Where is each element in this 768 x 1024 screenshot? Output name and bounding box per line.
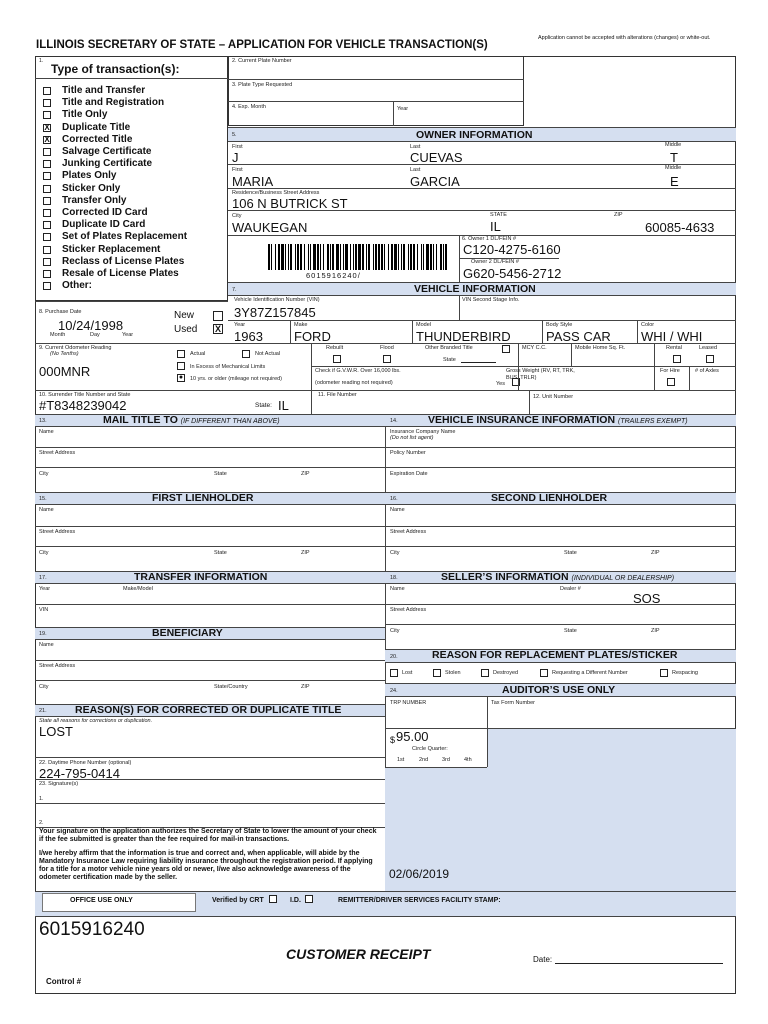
destroyed-checkbox[interactable] bbox=[481, 669, 489, 677]
plate-type-label: 3. Plate Type Requested bbox=[232, 82, 293, 88]
barcode-bar bbox=[413, 244, 415, 270]
state-label: State bbox=[564, 628, 577, 634]
quarter-4[interactable]: 4th bbox=[464, 757, 472, 763]
mail-heading: MAIL TITLE TO (IF DIFFERENT THAN ABOVE) bbox=[103, 414, 280, 426]
transaction-item-label: Plates Only bbox=[62, 170, 117, 182]
barcode-bar bbox=[391, 244, 393, 270]
color-label: Color bbox=[641, 322, 655, 328]
transfer-make-label: Make/Model bbox=[123, 586, 153, 592]
barcode-bar bbox=[350, 244, 351, 270]
barcode-bar bbox=[323, 244, 324, 270]
barcode-bar bbox=[426, 244, 429, 270]
street-label: Street Address bbox=[390, 529, 427, 535]
transaction-checkbox[interactable] bbox=[43, 111, 51, 119]
owner2-last[interactable]: GARCIA bbox=[410, 174, 460, 189]
respacing-label: Respacing bbox=[672, 670, 698, 676]
rental-checkbox[interactable] bbox=[673, 355, 681, 363]
barcode-bar bbox=[290, 244, 292, 270]
id-label: I.D. bbox=[290, 897, 301, 904]
year-label: Year bbox=[122, 332, 134, 338]
stolen-label: Stolen bbox=[445, 670, 461, 676]
barcode-bar bbox=[317, 244, 319, 270]
transaction-checkbox[interactable]: X bbox=[44, 134, 50, 144]
name-label: Name bbox=[390, 507, 405, 513]
transaction-checkbox[interactable] bbox=[43, 99, 51, 107]
day-label: Day bbox=[90, 332, 100, 338]
receipt-date-line[interactable] bbox=[555, 963, 723, 964]
transaction-checkbox[interactable] bbox=[43, 197, 51, 205]
year-label: Year bbox=[234, 322, 246, 328]
owner-dl2[interactable]: G620-5456-2712 bbox=[463, 266, 562, 281]
transaction-checkbox[interactable] bbox=[43, 160, 51, 168]
barcode-bar bbox=[417, 244, 418, 270]
section-number: 7. bbox=[232, 287, 237, 293]
last-label: Last bbox=[410, 167, 421, 173]
transaction-item-label: Set of Plates Replacement bbox=[62, 231, 188, 243]
unit-label: 12. Unit Number bbox=[533, 394, 574, 400]
lost-label: Lost bbox=[402, 670, 413, 676]
current-plate-label: 2. Current Plate Number bbox=[232, 58, 292, 64]
middle-label: Middle bbox=[665, 165, 682, 171]
transaction-checkbox[interactable] bbox=[43, 172, 51, 180]
vehicle-color[interactable]: WHI / WHI bbox=[641, 329, 703, 344]
zip-label: ZIP bbox=[651, 628, 660, 634]
hire-label: For Hire bbox=[660, 368, 680, 374]
not-actual-label: Not Actual bbox=[255, 351, 281, 357]
barcode-bar bbox=[330, 244, 331, 270]
actual-label: Actual bbox=[190, 351, 206, 357]
respacing-checkbox[interactable] bbox=[660, 669, 668, 677]
transaction-item-label: Junking Certificate bbox=[62, 158, 153, 170]
barcode-bar bbox=[271, 244, 272, 270]
city-label: City bbox=[39, 550, 49, 556]
section-number: 15. bbox=[39, 496, 47, 502]
zip-label: ZIP bbox=[301, 550, 310, 556]
section-number: 19. bbox=[39, 631, 47, 637]
transaction-checkbox[interactable] bbox=[43, 185, 51, 193]
alteration-note: Application cannot be accepted with alterations (changes) or white-out. bbox=[538, 35, 711, 41]
vehicle-year[interactable]: 1963 bbox=[234, 329, 263, 344]
receipt-title: CUSTOMER RECEIPT bbox=[286, 946, 431, 962]
section-number: 17. bbox=[39, 575, 47, 581]
odometer-label: 9. Current Odometer Reading bbox=[39, 345, 112, 351]
yes-label: Yes bbox=[496, 381, 505, 387]
transaction-checkbox[interactable] bbox=[43, 258, 51, 266]
barcode-image bbox=[268, 244, 450, 272]
section-number: 16. bbox=[390, 496, 398, 502]
verified-checkbox[interactable] bbox=[269, 895, 277, 903]
barcode-bar bbox=[353, 244, 354, 270]
reasons-value[interactable]: LOST bbox=[39, 724, 73, 739]
transaction-item-label: Duplicate ID Card bbox=[62, 219, 146, 231]
barcode-bar bbox=[381, 244, 383, 270]
barcode-bar bbox=[355, 244, 357, 270]
section-number: 24. bbox=[390, 688, 398, 694]
barcode-bar bbox=[410, 244, 412, 270]
new-label: New bbox=[174, 310, 195, 321]
barcode-text: 6015916240/ bbox=[306, 271, 361, 280]
barcode-bar bbox=[445, 244, 447, 270]
transaction-item-label: Duplicate Title bbox=[62, 121, 131, 133]
gross-label: Gross Weight (RV, RT, TRK, bbox=[506, 368, 575, 374]
barcode-bar bbox=[375, 244, 377, 270]
vehicle-model[interactable]: THUNDERBIRD bbox=[416, 329, 511, 344]
owner-city[interactable]: WAUKEGAN bbox=[232, 220, 308, 235]
signature-label: 23. Signature(s) bbox=[39, 781, 79, 787]
purchase-label: 8. Purchase Date bbox=[39, 309, 82, 315]
section-number: 13. bbox=[39, 418, 47, 424]
signature-authorization-text: Your signature on the application authorizes the Secretary of State to lower the amount of your check if the fee submitted is greater than the fee required for mail-in transactions. bbox=[39, 828, 377, 843]
barcode-bar bbox=[436, 244, 437, 270]
middle-label: Middle bbox=[665, 142, 682, 148]
barcode-bar bbox=[320, 244, 321, 270]
transaction-item-label: Corrected Title bbox=[62, 133, 133, 145]
transfer-heading: TRANSFER INFORMATION bbox=[134, 571, 268, 583]
owner-heading: OWNER INFORMATION bbox=[416, 129, 533, 141]
office-use-label: OFFICE USE ONLY bbox=[70, 897, 133, 904]
taxform-label: Tax Form Number bbox=[491, 700, 536, 706]
state-label: State bbox=[564, 550, 577, 556]
form-title: ILLINOIS SECRETARY OF STATE – APPLICATION FOR VEHICLE TRANSACTION(S) bbox=[36, 39, 488, 51]
transaction-item-label: Other: bbox=[62, 280, 92, 292]
first-label: First bbox=[232, 167, 243, 173]
rental-label: Rental bbox=[666, 345, 682, 351]
flood-label: Flood bbox=[380, 345, 394, 351]
reasons-heading: REASON(S) FOR CORRECTED OR DUPLICATE TITLE bbox=[75, 704, 342, 716]
barcode-bar bbox=[288, 244, 289, 270]
gvwr-label: Check if G.V.W.R. Over 16,000 lbs. bbox=[315, 368, 401, 374]
first-label: First bbox=[232, 144, 243, 150]
control-label: Control # bbox=[46, 977, 82, 986]
transaction-item-label: Salvage Certificate bbox=[62, 146, 152, 157]
city-label: City bbox=[390, 628, 400, 634]
file-label: 11. File Number bbox=[318, 392, 357, 398]
transaction-checkbox[interactable] bbox=[43, 209, 51, 217]
gvwr-sub: (odometer reading not required) bbox=[315, 380, 393, 386]
dealer-label: Dealer # bbox=[560, 586, 581, 592]
barcode-bar bbox=[285, 244, 286, 270]
owner2-middle[interactable]: E bbox=[670, 174, 679, 189]
rebuilt-label: Rebuilt bbox=[326, 345, 344, 351]
barcode-bar bbox=[300, 244, 302, 270]
id-checkbox[interactable] bbox=[305, 895, 313, 903]
barcode-bar bbox=[408, 244, 409, 270]
leased-checkbox[interactable] bbox=[706, 355, 714, 363]
transaction-checkbox[interactable] bbox=[43, 246, 51, 254]
section-number: 1. bbox=[39, 58, 44, 64]
lien1-heading: FIRST LIENHOLDER bbox=[152, 492, 254, 504]
trp-label: TRP NUMBER bbox=[390, 700, 427, 706]
flood-checkbox[interactable] bbox=[383, 355, 391, 363]
transaction-heading: Type of transaction(s): bbox=[51, 62, 180, 76]
barcode-bar bbox=[403, 244, 405, 270]
section-number: 21. bbox=[39, 708, 47, 714]
zip-label: ZIP bbox=[301, 471, 310, 477]
street-label: Street Address bbox=[39, 450, 76, 456]
dl2-label: Owner 2 DL/FEIN # bbox=[471, 259, 519, 265]
signature-1-label: 1. bbox=[39, 796, 44, 802]
mcy-label: MCY C.C. bbox=[522, 345, 547, 351]
barcode-bar bbox=[275, 244, 276, 270]
signature-affirmation-text: I/we hereby affirm that the information is true and correct and, when applicable, will abide by the Mandatory Insurance Law requiring liability insurance throughout the registration period. If applying for a title for a motor vehicle nine years old or newer, I/we also acknowledge awareness of the odometer certification made by the seller. bbox=[39, 850, 373, 881]
odometer-sub: (No Tenths) bbox=[50, 351, 79, 357]
insurance-company-sub: (Do not list agent) bbox=[390, 435, 434, 441]
surrender-label: 10. Surrender Title Number and State bbox=[39, 392, 131, 398]
street-label: Street Address bbox=[39, 663, 76, 669]
stamp-label: REMITTER/DRIVER SERVICES FACILITY STAMP: bbox=[338, 897, 501, 904]
city-label: City bbox=[39, 471, 49, 477]
state-label: STATE bbox=[490, 212, 507, 218]
dollar-sign: $ bbox=[390, 735, 396, 745]
actual-checkbox[interactable] bbox=[177, 350, 185, 358]
section-number: 14. bbox=[390, 418, 398, 424]
receipt-number: 6015916240 bbox=[39, 919, 145, 940]
branded-state-label: State bbox=[443, 357, 456, 363]
insurance-heading: VEHICLE INSURANCE INFORMATION (TRAILERS EXEMPT) bbox=[428, 414, 688, 426]
month-label: Month bbox=[50, 332, 66, 338]
transaction-checkbox[interactable] bbox=[43, 221, 51, 229]
section-number: 18. bbox=[390, 575, 398, 581]
gross-label-2: BUS, TRLR) bbox=[506, 375, 537, 381]
transaction-checkbox[interactable] bbox=[43, 270, 51, 278]
barcode-bar bbox=[398, 244, 399, 270]
barcode-bar bbox=[297, 244, 299, 270]
quarter-3[interactable]: 3rd bbox=[442, 757, 450, 763]
owner1-last[interactable]: CUEVAS bbox=[410, 150, 463, 165]
auditor-date[interactable]: 02/06/2019 bbox=[389, 867, 450, 881]
excess-checkbox[interactable] bbox=[177, 362, 185, 370]
barcode-bar bbox=[394, 244, 397, 270]
barcode-bar bbox=[332, 244, 334, 270]
barcode-bar bbox=[423, 244, 424, 270]
vehicle-body[interactable]: PASS CAR bbox=[546, 329, 611, 344]
seller-heading: SELLER’S INFORMATION (INDIVIDUAL OR DEALERSHIP) bbox=[441, 571, 675, 583]
street-label: Street Address bbox=[39, 529, 76, 535]
lost-checkbox[interactable] bbox=[390, 669, 398, 677]
lien2-heading: SECOND LIENHOLDER bbox=[491, 492, 608, 504]
barcode-bar bbox=[295, 244, 296, 270]
make-label: Make bbox=[294, 322, 308, 328]
barcode-bar bbox=[281, 244, 284, 270]
reasons-sub: State all reasons for corrections or duplication. bbox=[39, 718, 153, 724]
barcode-bar bbox=[384, 244, 385, 270]
name-label: Name bbox=[390, 586, 405, 592]
owner1-middle[interactable]: T bbox=[670, 150, 678, 165]
exp-month-label: 4. Exp. Month bbox=[232, 104, 266, 110]
transaction-item-label: Transfer Only bbox=[62, 194, 127, 206]
zip-label: ZIP bbox=[614, 212, 623, 218]
used-checkbox[interactable]: X bbox=[214, 324, 221, 334]
dl1-label: 6. Owner 1 DL/FEIN # bbox=[462, 236, 517, 242]
transaction-checkbox[interactable] bbox=[43, 87, 51, 95]
state-label: State/Country bbox=[214, 684, 248, 690]
signature-2-label: 2. bbox=[39, 820, 44, 826]
state-label: State bbox=[214, 471, 227, 477]
owner2-first[interactable]: MARIA bbox=[232, 174, 274, 189]
transaction-item-label: Sticker Only bbox=[62, 182, 121, 194]
vin-label: Vehicle Identification Number (VIN) bbox=[234, 297, 320, 303]
barcode-bar bbox=[327, 244, 329, 270]
name-label: Name bbox=[39, 642, 54, 648]
purchase-date[interactable]: 10/24/1998 bbox=[58, 318, 124, 333]
barcode-bar bbox=[433, 244, 434, 270]
barcode-bar bbox=[268, 244, 270, 270]
state-label: State bbox=[214, 550, 227, 556]
excess-label: In Excess of Mechanical Limits bbox=[190, 364, 266, 370]
transaction-item-label: Title Only bbox=[62, 109, 108, 121]
address-label: Residence/Business Street Address bbox=[232, 190, 320, 196]
barcode-bar bbox=[340, 244, 341, 270]
owner1-first[interactable]: J bbox=[232, 150, 239, 165]
rebuilt-checkbox[interactable] bbox=[333, 355, 341, 363]
street-label: Street Address bbox=[390, 607, 427, 613]
auditor-amount[interactable]: 95.00 bbox=[396, 729, 429, 744]
transfer-year-label: Year bbox=[39, 586, 51, 592]
barcode-bar bbox=[310, 244, 311, 270]
vehicle-vin[interactable]: 3Y87Z157845 bbox=[234, 305, 316, 320]
barcode-bar bbox=[421, 244, 422, 270]
body-label: Body Style bbox=[546, 322, 573, 328]
barcode-bar bbox=[430, 244, 432, 270]
barcode-bar bbox=[304, 244, 305, 270]
owner-zip[interactable]: 60085-4633 bbox=[645, 220, 715, 235]
plate-box bbox=[228, 56, 524, 126]
transaction-item-label: Reclass of License Plates bbox=[62, 255, 185, 267]
quarter-2[interactable]: 2nd bbox=[419, 757, 429, 763]
barcode-bar bbox=[401, 244, 402, 270]
barcode-bar bbox=[343, 244, 344, 270]
different-checkbox[interactable] bbox=[540, 669, 548, 677]
barcode-bar bbox=[368, 244, 370, 270]
dealer-value[interactable]: SOS bbox=[633, 591, 661, 606]
city-label: City bbox=[232, 213, 242, 219]
barcode-bar bbox=[345, 244, 348, 270]
name-label: Name bbox=[39, 429, 54, 435]
owner-address[interactable]: 106 N BUTRICK ST bbox=[232, 196, 348, 211]
barcode-bar bbox=[373, 244, 374, 270]
insurance-company-label: Insurance Company Name bbox=[390, 429, 456, 435]
barcode-bar bbox=[388, 244, 389, 270]
transaction-item-label: Resale of License Plates bbox=[62, 268, 179, 279]
barcode-bar bbox=[358, 244, 361, 270]
transaction-item-label: Title and Registration bbox=[62, 97, 165, 109]
expiration-label: Expiration Date bbox=[390, 471, 428, 477]
phone-value[interactable]: 224-795-0414 bbox=[39, 766, 120, 781]
surrender-value[interactable]: #T8348239042 bbox=[39, 398, 127, 413]
barcode-bar bbox=[308, 244, 309, 270]
barcode-bar bbox=[278, 244, 280, 270]
vehicle-make[interactable]: FORD bbox=[294, 329, 331, 344]
last-label: Last bbox=[410, 144, 421, 150]
city-label: City bbox=[39, 684, 49, 690]
ten-yrs-checkbox[interactable]: ● bbox=[178, 374, 184, 381]
not-actual-checkbox[interactable] bbox=[242, 350, 250, 358]
barcode-bar bbox=[366, 244, 367, 270]
policy-label: Policy Number bbox=[390, 450, 426, 456]
beneficiary-heading: BENEFICIARY bbox=[152, 627, 223, 639]
owner-dl1[interactable]: C120-4275-6160 bbox=[463, 242, 561, 257]
used-label: Used bbox=[174, 324, 198, 335]
barcode-bar bbox=[313, 244, 316, 270]
new-checkbox[interactable] bbox=[213, 311, 223, 321]
verified-label: Verified by CRT bbox=[212, 897, 264, 904]
transaction-checkbox[interactable] bbox=[43, 282, 51, 290]
replacement-heading: REASON FOR REPLACEMENT PLATES/STICKER bbox=[432, 649, 678, 661]
section-number: 5. bbox=[232, 132, 237, 138]
axles-label: # of Axles bbox=[695, 368, 719, 374]
receipt-date-label: Date: bbox=[533, 955, 553, 964]
stolen-checkbox[interactable] bbox=[433, 669, 441, 677]
name-label: Name bbox=[39, 507, 54, 513]
zip-label: ZIP bbox=[651, 550, 660, 556]
ten-yrs-label: 10 yrs. or older (mileage not required) bbox=[190, 376, 283, 382]
transaction-checkbox[interactable] bbox=[43, 148, 51, 156]
destroyed-label: Destroyed bbox=[493, 670, 519, 676]
transaction-checkbox[interactable]: X bbox=[44, 122, 50, 132]
hire-checkbox[interactable] bbox=[667, 378, 675, 386]
owner-state[interactable]: IL bbox=[490, 219, 501, 234]
transaction-checkbox[interactable] bbox=[43, 233, 51, 241]
transfer-vin-label: VIN bbox=[39, 607, 49, 613]
city-label: City bbox=[390, 550, 400, 556]
exp-year-label: Year bbox=[397, 106, 409, 112]
transaction-item-label: Corrected ID Card bbox=[62, 207, 148, 218]
surrender-state[interactable]: IL bbox=[278, 398, 289, 413]
quarter-1[interactable]: 1st bbox=[397, 757, 405, 763]
leased-label: Leased bbox=[699, 345, 718, 351]
auditor-heading: AUDITOR’S USE ONLY bbox=[502, 684, 616, 696]
barcode-bar bbox=[362, 244, 364, 270]
branded-label: Other Branded Title bbox=[425, 345, 473, 351]
quarter-label: Circle Quarter: bbox=[412, 746, 448, 752]
zip-label: ZIP bbox=[301, 684, 310, 690]
surrender-state-label: State: bbox=[255, 402, 272, 409]
barcode-bar bbox=[378, 244, 380, 270]
barcode-bar bbox=[336, 244, 339, 270]
vehicle-heading: VEHICLE INFORMATION bbox=[414, 283, 536, 295]
barcode-bar bbox=[443, 244, 444, 270]
transaction-item-label: Sticker Replacement bbox=[62, 243, 161, 255]
transaction-item-label: Title and Transfer bbox=[62, 85, 146, 96]
section-number: 20. bbox=[390, 654, 398, 660]
branded-checkbox[interactable] bbox=[502, 345, 510, 353]
odometer-value[interactable]: 000MNR bbox=[39, 364, 91, 379]
vin2-label: VIN Second Stage Info. bbox=[462, 297, 520, 303]
barcode-bar bbox=[440, 244, 442, 270]
mobile-label: Mobile Home Sq. Ft. bbox=[575, 345, 626, 351]
model-label: Model bbox=[416, 322, 431, 328]
different-label: Requesting a Different Number bbox=[552, 670, 628, 676]
phone-label: 22. Daytime Phone Number (optional) bbox=[39, 760, 132, 766]
